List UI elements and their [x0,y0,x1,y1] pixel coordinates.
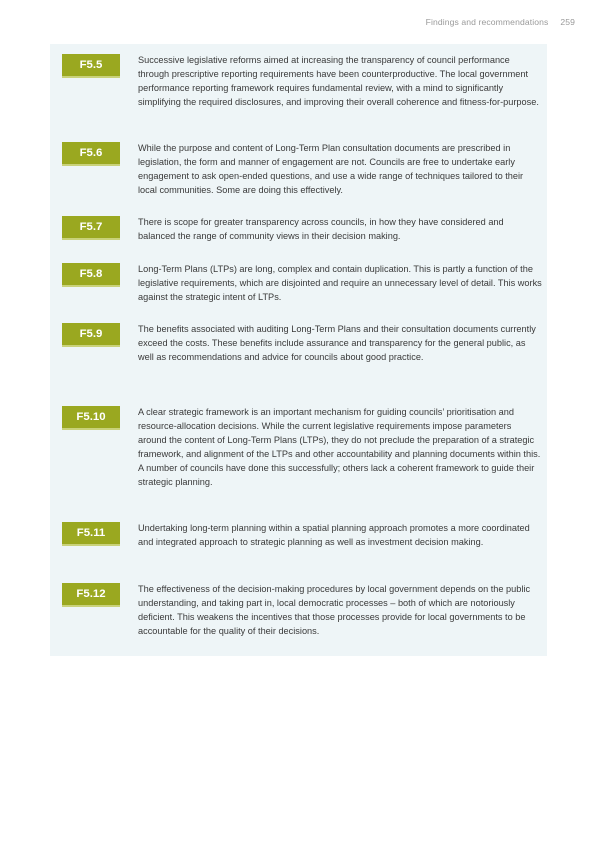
finding-code-badge: F5.9 [62,323,120,345]
finding-text: The benefits associated with auditing Long-Term Plans and their consultation documents currently exceed the costs. These benefits include assurance and transparency for the general public, as well as recommendations and advice for councils about good practice. [138,324,536,362]
section-title: Findings and recommendations [425,17,549,27]
page-number: 259 [560,17,575,27]
running-header [426,17,575,27]
findings-panel [50,44,547,656]
finding-text: Successive legislative reforms aimed at increasing the transparency of council performance through prescriptive reporting requirements have been counterproductive. The local government performance reporting framework requires fundamental review, with a mind to significantly simplifying the required disclosures, and improving their overall coherence and fitness-for-purpose. [138,55,539,107]
finding-code-badge: F5.8 [62,263,120,285]
finding-text: Long-Term Plans (LTPs) are long, complex and contain duplication. This is partly a function of the legislative requirements, which are disjointed and require an unnecessary level of detail. This works against the strategic intent of LTPs. [138,264,542,302]
finding-code-badge: F5.6 [62,142,120,164]
finding-text: There is scope for greater transparency across councils, in how they have considered and balanced the range of community views in their decision making. [138,217,504,241]
finding-text: The effectiveness of the decision-making procedures by local government depends on the public understanding, and taking part in, local democratic processes – both of which are notoriously deficient. This weakens the incentives that those processes provide for local governments to be accountable for the quality of their decisions. [138,584,531,636]
finding-text: While the purpose and content of Long-Term Plan consultation documents are prescribed in legislation, the form and manner of engagement are not. Councils are free to undertake early engagement to ask open-ended questions, and use a wide range of techniques tailored to their local communities. Some are doing this effectively. [138,143,524,195]
finding-text: A clear strategic framework is an important mechanism for guiding councils’ prioritisation and resource-allocation decisions. While the current legislative requirements impose parameters around the content of Long-Term Plans (LTPs), they do not preclude the preparation of a strategic framework, and alignment of the LTPs and other accountability and planning documents within this. A number of councils have done this successfully; others lack a coherent framework to guide their strategic planning. [138,407,541,487]
finding-code-badge: F5.12 [62,583,120,605]
finding-text: Undertaking long-term planning within a spatial planning approach promotes a more coordinated and integrated approach to strategic planning as well as investment decision making. [138,523,530,547]
finding-code-badge: F5.5 [62,54,120,76]
finding-code-badge: F5.10 [62,406,120,428]
finding-code-badge: F5.7 [62,216,120,238]
finding-code-badge: F5.11 [62,522,120,544]
